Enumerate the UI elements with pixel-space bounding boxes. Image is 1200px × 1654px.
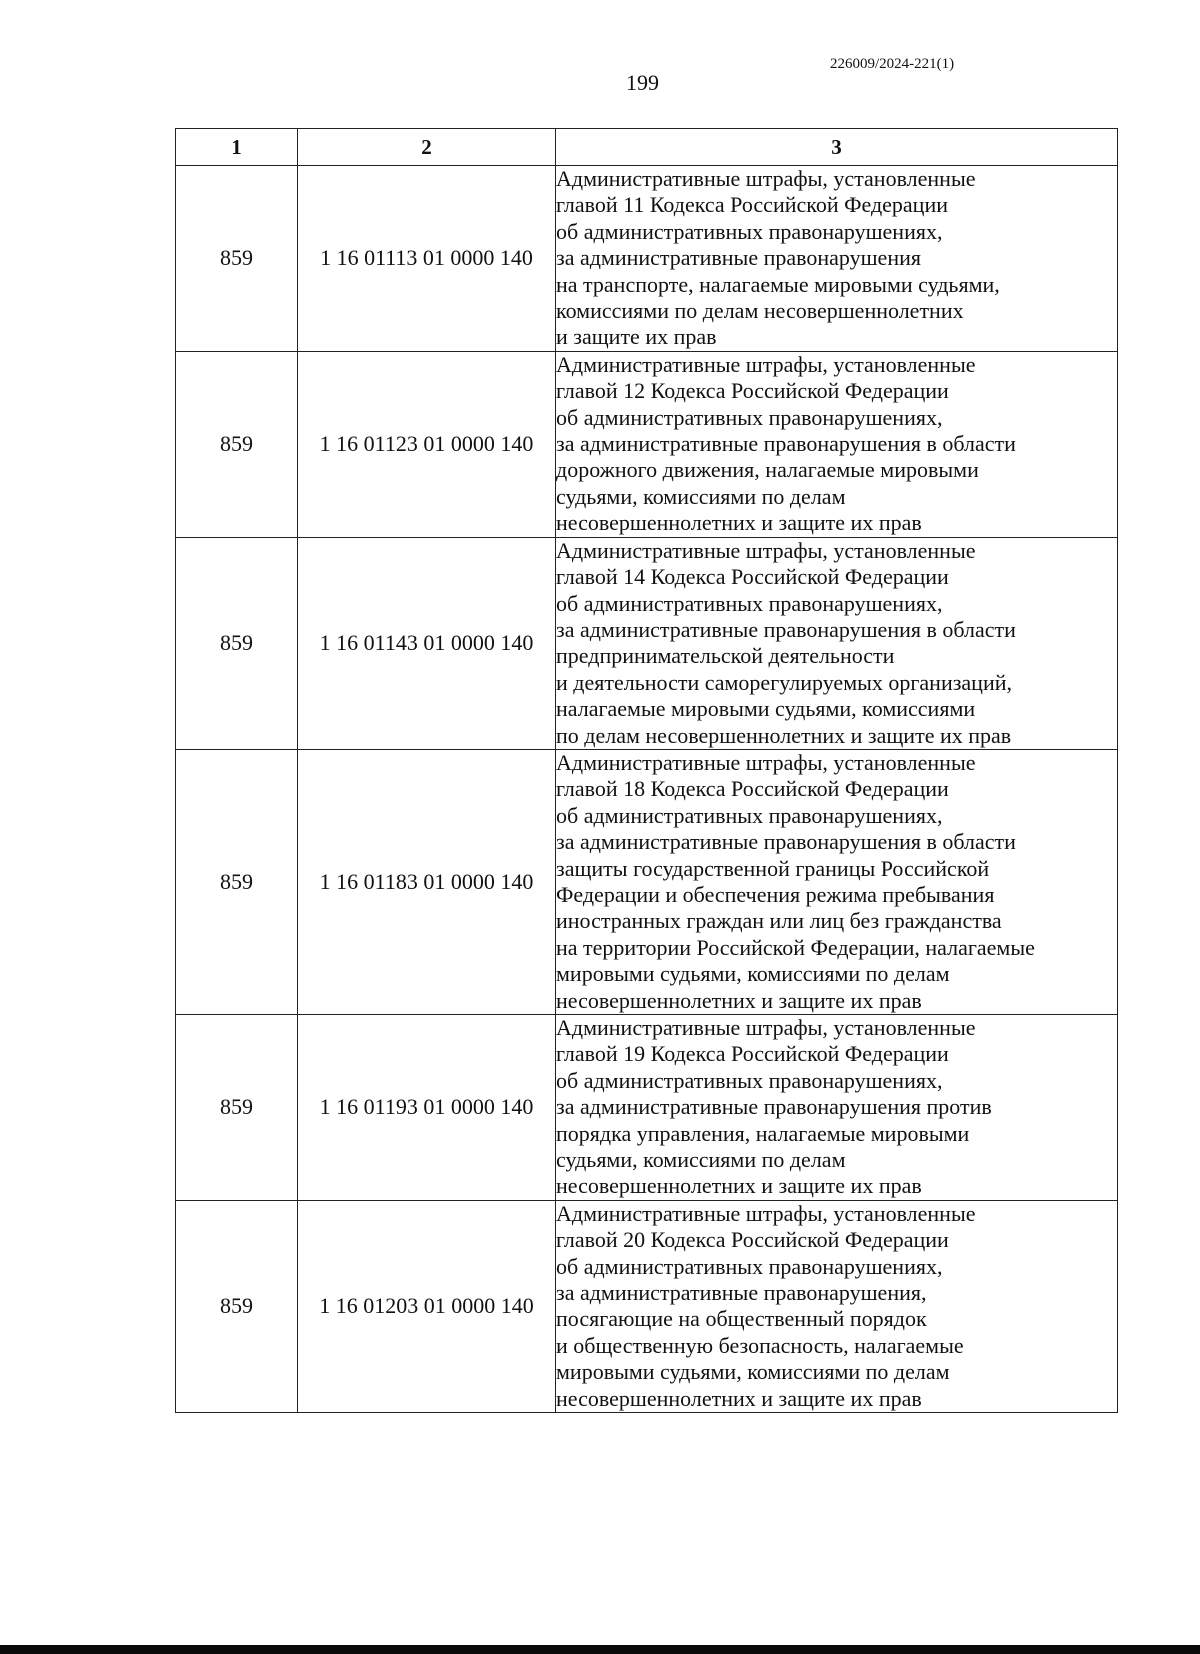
- kbk-code-cell: 1 16 01193 01 0000 140: [298, 1015, 556, 1201]
- description-line: Федерации и обеспечения режима пребывания: [556, 881, 995, 907]
- description-line: налагаемые мировыми судьями, комиссиями: [556, 696, 976, 722]
- description-line: главой 18 Кодекса Российской Федерации: [556, 776, 949, 802]
- description-line: несовершеннолетних и защите их прав: [556, 987, 922, 1013]
- admin-code-cell: 859: [176, 749, 298, 1014]
- description-line: мировыми судьями, комиссиями по делам: [556, 1359, 950, 1385]
- column-header-2: 2: [298, 129, 556, 166]
- description-line: несовершеннолетних и защите их прав: [556, 510, 922, 536]
- description-cell: [556, 166, 1118, 352]
- table-row: [176, 166, 1118, 352]
- description-line: и деятельности саморегулируемых организаций,: [556, 669, 1013, 695]
- table-row: [176, 537, 1118, 749]
- admin-code-cell: 859: [176, 537, 298, 749]
- description-line: за административные правонарушения в области: [556, 616, 1016, 642]
- description-line: на территории Российской Федерации, налагаемые: [556, 934, 1035, 960]
- description-line: Административные штрафы, установленные: [556, 749, 976, 775]
- description-line: за административные правонарушения,: [556, 1280, 927, 1306]
- description-line: за административные правонарушения в области: [556, 431, 1016, 457]
- scan-edge-bar: [0, 1645, 1200, 1654]
- description-line: главой 11 Кодекса Российской Федерации: [556, 192, 949, 218]
- kbk-code-cell: 1 16 01203 01 0000 140: [298, 1200, 556, 1412]
- column-header-3: 3: [556, 129, 1118, 166]
- description-cell: [556, 1200, 1118, 1412]
- description-line: мировыми судьями, комиссиями по делам: [556, 961, 950, 987]
- admin-code-cell: 859: [176, 1200, 298, 1412]
- description-cell: [556, 351, 1118, 537]
- description-line: за административные правонарушения против: [556, 1094, 992, 1120]
- description-line: предпринимательской деятельности: [556, 643, 895, 669]
- description-line: Административные штрафы, установленные: [556, 351, 976, 377]
- description-cell: [556, 1015, 1118, 1201]
- column-header-1: 1: [176, 129, 298, 166]
- table-row: [176, 749, 1118, 1014]
- description-line: за административные правонарушения: [556, 245, 921, 271]
- description-line: главой 19 Кодекса Российской Федерации: [556, 1041, 949, 1067]
- description-line: несовершеннолетних и защите их прав: [556, 1173, 922, 1199]
- kbk-code-cell: 1 16 01113 01 0000 140: [298, 166, 556, 352]
- admin-code-cell: 859: [176, 351, 298, 537]
- description-line: об административных правонарушениях,: [556, 404, 943, 430]
- kbk-code-cell: 1 16 01123 01 0000 140: [298, 351, 556, 537]
- document-number: 226009/2024-221(1): [830, 56, 955, 72]
- description-line: защиты государственной границы Российской: [556, 855, 990, 881]
- description-line: и общественную безопасность, налагаемые: [556, 1332, 964, 1358]
- description-line: судьями, комиссиями по делам: [556, 1147, 846, 1173]
- budget-codes-table: [175, 128, 1118, 1413]
- description-line: об административных правонарушениях,: [556, 1253, 943, 1279]
- description-line: комиссиями по делам несовершеннолетних: [556, 298, 964, 324]
- admin-code-cell: 859: [176, 1015, 298, 1201]
- description-line: главой 14 Кодекса Российской Федерации: [556, 564, 949, 590]
- description-line: главой 12 Кодекса Российской Федерации: [556, 378, 949, 404]
- description-cell: [556, 537, 1118, 749]
- description-line: порядка управления, налагаемые мировыми: [556, 1120, 970, 1146]
- description-line: посягающие на общественный порядок: [556, 1306, 927, 1332]
- admin-code-cell: 859: [176, 166, 298, 352]
- description-line: несовершеннолетних и защите их прав: [556, 1385, 922, 1411]
- table-row: [176, 1015, 1118, 1201]
- description-line: дорожного движения, налагаемые мировыми: [556, 457, 979, 483]
- description-line: об административных правонарушениях,: [556, 218, 943, 244]
- description-line: судьями, комиссиями по делам: [556, 483, 846, 509]
- description-line: главой 20 Кодекса Российской Федерации: [556, 1227, 949, 1253]
- description-line: иностранных граждан или лиц без гражданства: [556, 908, 1002, 934]
- description-line: Административные штрафы, установленные: [556, 1015, 976, 1040]
- description-line: на транспорте, налагаемые мировыми судьями,: [556, 271, 1000, 297]
- kbk-code-cell: 1 16 01143 01 0000 140: [298, 537, 556, 749]
- page-number: 199: [626, 70, 659, 95]
- description-line: Административные штрафы, установленные: [556, 166, 976, 191]
- description-line: об административных правонарушениях,: [556, 1067, 943, 1093]
- description-line: Административные штрафы, установленные: [556, 1200, 976, 1226]
- table-row: [176, 351, 1118, 537]
- description-line: об административных правонарушениях,: [556, 802, 943, 828]
- table-header-row: [176, 129, 1118, 166]
- table-row: [176, 1200, 1118, 1412]
- kbk-code-cell: 1 16 01183 01 0000 140: [298, 749, 556, 1014]
- description-line: Административные штрафы, установленные: [556, 537, 976, 563]
- description-line: по делам несовершеннолетних и защите их прав: [556, 722, 1012, 748]
- description-line: за административные правонарушения в области: [556, 829, 1016, 855]
- description-cell: [556, 749, 1118, 1014]
- description-line: об административных правонарушениях,: [556, 590, 943, 616]
- description-line: и защите их прав: [556, 324, 717, 350]
